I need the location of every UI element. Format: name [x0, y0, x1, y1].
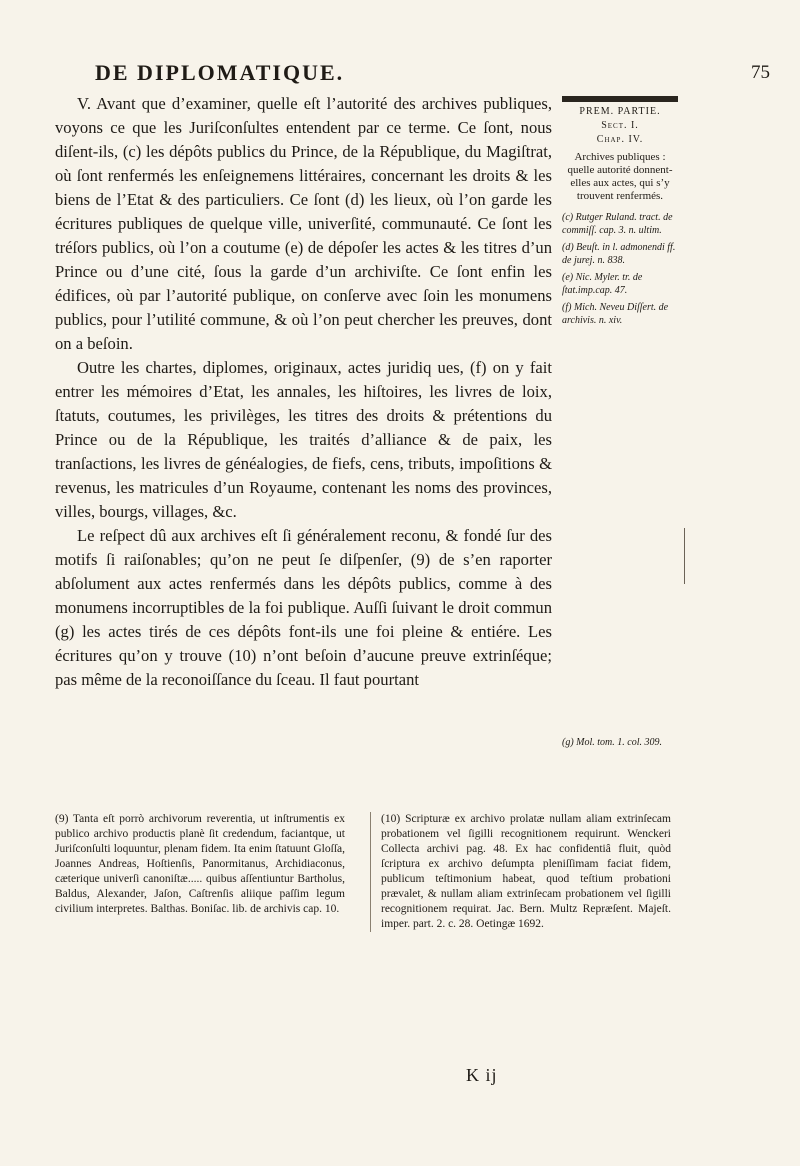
footnote-10: (10) Scripturæ ex archivo prolatæ nullam aliam extrinſecam probationem vel ſigilli recognitionem requirunt. Wenckeri Collecta archivi pag. 48. Ex hac confidentiâ fluit, quòd ſcriptura ex archivo deſumpta pleniſſimam faciat fidem, publicum teſtimonium habeat, quod teſtium probationi prævalet, & nullam aliam extrinſecam probationem vel ſigilli recognitionem requirat. Jac. Bern. Multz Repræſent. Majeſt. imper. part. 2. c. 28. Oetingæ 1692.	[370, 812, 671, 932]
page-number: 75	[751, 62, 770, 83]
chapter-label: Chap. IV.	[596, 134, 644, 145]
margin-note-e: (e) Nic. Myler. tr. de ſtat.imp.cap. 47.	[562, 272, 643, 296]
margin-note-g: (g) Mol. tom. 1. col. 309.	[562, 737, 662, 748]
margin-note-f: (f) Mich. Neveu Diſſert. de archivis. n. xiv.	[562, 302, 669, 326]
main-text	[55, 92, 552, 692]
running-title: DE DIPLOMATIQUE.	[95, 60, 345, 85]
margin-sidebar	[562, 96, 684, 331]
margin-notes	[562, 211, 682, 327]
paragraph-archives-contents: Outre les chartes, diplomes, originaux, actes juridiq ues, (f) on y fait entrer les mémoires d’Etat, les annales, les hiſtoires, les livres de loix, ſtatuts, coutumes, les privilèges, les titres des droits & prétentions du Prince ou de la République, les traités d’alliance & de paix, les tranſactions, les livres de généalogies, de fiefs, cens, tributs, impoſitions & revenus, les matricules d’un Royaume, contenant les noms des provinces, villes, bourgs, villages, &c.	[55, 358, 552, 521]
running-head	[55, 60, 775, 90]
margin-note-d: (d) Beuſt. in l. admonendi ff. de jurej. n. 838.	[562, 242, 676, 266]
signature-mark: K ij	[466, 1065, 498, 1085]
margin-edge-mark	[676, 528, 685, 584]
section-label: Sect. I.	[601, 120, 639, 131]
sidebar-rule	[562, 96, 678, 102]
paragraph-archives-respect: Le reſpect dû aux archives eſt ſi généralement reconu, & fondé ſur des motifs ſi raiſonables; qu’on ne peut ſe diſpenſer, (9) de s’en raporter abſolument aux actes renfermés dans les dépôts publics, comme à des monumens incorruptibles de la foi publique. Auſſi ſuivant le droit commun (g) les actes tirés de ces dépôts font-ils une foi pleine & entiére. Les écritures qu’on y trouve (10) n’ont beſoin d’aucune preuve extrinſéque; pas même de la reconoiſſance du ſceau. Il faut pourtant	[55, 526, 552, 689]
part-label: PREM. PARTIE.	[579, 106, 661, 117]
paragraph-archives-definition: V. Avant que d’examiner, quelle eſt l’autorité des archives publiques, voyons ce que les Juriſconſultes entendent par ce terme. Ce ſont, nous diſent-ils, (c) les dépôts publics du Prince, de la République, du Magiſtrat, où ſont renfermés les enſeignemens littéraires, concernant les droits & les biens de l’Etat & des particuliers. Ce ſont (d) les lieux, où l’on garde les écritures publiques de quelque ville, univerſité, communauté. Ce ſont les tréſors publics, où l’on a coutume (e) de dépoſer les actes & les titres d’un Prince ou d’une cité, ſous la garde d’un archiviſte. Ce ſont enfin les édifices, où par l’autorité publique, on conſerve avec ſoin les monumens publics, pour l’utilité commune, & où l’on peut chercher les preuves, dont on a beſoin.	[55, 94, 552, 353]
sidebar-summary: Archives publiques : quelle autorité donnent-elles aux actes, qui s’y trouvent renfermés.	[567, 151, 673, 202]
footnote-9: (9) Tanta eſt porrò archivorum reverentia, ut inſtrumentis ex publico archivo productis planè ſit credendum, faciantque, ut Juriſconſulti loquuntur, plenam fidem. Ita enim ſtatuunt Gloſſa, Joannes Andreas, Hoſtienſis, Panormitanus, Archidiaconus, cæterique univerſi canoniſtæ..... quibus aſſentiuntur Bartholus, Baldus, Alexander, Jaſon, Caſtrenſis aliique paſſim legum civilium interpretes. Balthas. Boniſac. lib. de archivis cap. 10.	[55, 813, 345, 915]
margin-note-c: (c) Rutger Ruland. tract. de commiſſ. cap. 3. n. ultim.	[562, 212, 673, 236]
